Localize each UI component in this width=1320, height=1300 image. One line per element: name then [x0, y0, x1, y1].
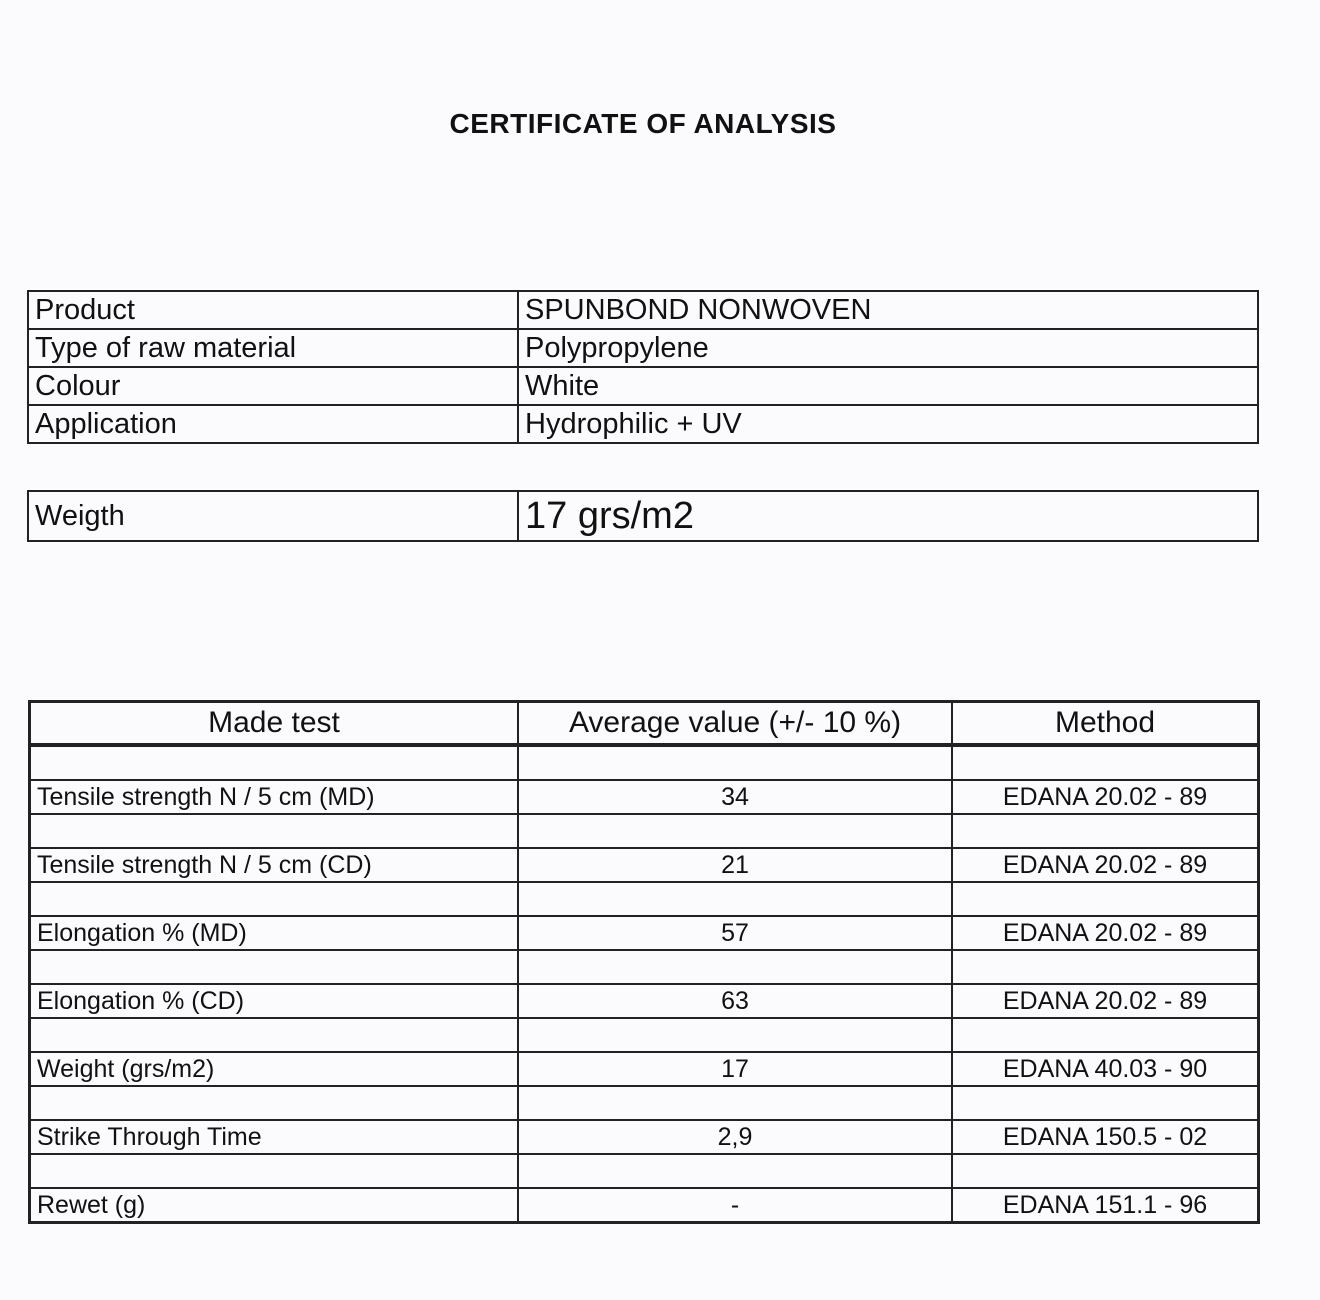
product-info-table: [27, 290, 1259, 444]
info-value: White: [518, 367, 1258, 405]
test-value: -: [518, 1188, 952, 1223]
spacer-cell: [30, 882, 519, 916]
weight-table: [27, 490, 1259, 542]
spacer-row: [30, 1086, 1259, 1120]
spacer-cell: [518, 882, 952, 916]
document-title: CERTIFICATE OF ANALYSIS: [449, 108, 837, 139]
weight-label: Weigth: [28, 491, 518, 541]
spacer-row: [30, 882, 1259, 916]
spacer-cell: [30, 950, 519, 984]
test-value: 2,9: [518, 1120, 952, 1154]
weight-row: [28, 491, 1258, 541]
test-value: 21: [518, 848, 952, 882]
spacer-row: [30, 814, 1259, 848]
info-value: Hydrophilic + UV: [518, 405, 1258, 443]
spacer-cell: [952, 950, 1259, 984]
test-header-row: [30, 702, 1259, 746]
header-made-test: Made test: [30, 702, 519, 746]
test-name: Rewet (g): [30, 1188, 519, 1223]
spacer-cell: [952, 1154, 1259, 1188]
spacer-row: [30, 1018, 1259, 1052]
spacer-cell: [952, 745, 1259, 780]
spacer-cell: [518, 745, 952, 780]
test-value: 17: [518, 1052, 952, 1086]
test-value: 34: [518, 780, 952, 814]
test-name: Tensile strength N / 5 cm (MD): [30, 780, 519, 814]
test-method: EDANA 150.5 - 02: [952, 1120, 1259, 1154]
spacer-row: [30, 950, 1259, 984]
info-label: Colour: [28, 367, 518, 405]
spacer-cell: [518, 1086, 952, 1120]
test-method: EDANA 151.1 - 96: [952, 1188, 1259, 1223]
info-label: Type of raw material: [28, 329, 518, 367]
test-name: Elongation % (MD): [30, 916, 519, 950]
test-method: EDANA 20.02 - 89: [952, 984, 1259, 1018]
info-row-colour: [28, 367, 1258, 405]
test-name: Weight (grs/m2): [30, 1052, 519, 1086]
table-row: [30, 1188, 1259, 1223]
info-row-application: [28, 405, 1258, 443]
test-name: Tensile strength N / 5 cm (CD): [30, 848, 519, 882]
info-label: Product: [28, 291, 518, 329]
header-method: Method: [952, 702, 1259, 746]
table-row: [30, 1052, 1259, 1086]
spacer-cell: [518, 1018, 952, 1052]
header-average-value: Average value (+/- 10 %): [518, 702, 952, 746]
spacer-cell: [30, 1154, 519, 1188]
spacer-cell: [952, 882, 1259, 916]
table-row: [30, 848, 1259, 882]
test-value: 63: [518, 984, 952, 1018]
info-row-product: [28, 291, 1258, 329]
spacer-row: [30, 745, 1259, 780]
spacer-cell: [518, 950, 952, 984]
test-method: EDANA 20.02 - 89: [952, 916, 1259, 950]
spacer-cell: [518, 1154, 952, 1188]
table-row: [30, 780, 1259, 814]
info-value: SPUNBOND NONWOVEN: [518, 291, 1258, 329]
weight-value: 17 grs/m2: [518, 491, 1258, 541]
spacer-cell: [518, 814, 952, 848]
info-label: Application: [28, 405, 518, 443]
spacer-cell: [30, 745, 519, 780]
table-row: [30, 984, 1259, 1018]
test-value: 57: [518, 916, 952, 950]
info-value: Polypropylene: [518, 329, 1258, 367]
test-name: Elongation % (CD): [30, 984, 519, 1018]
spacer-row: [30, 1154, 1259, 1188]
test-method: EDANA 20.02 - 89: [952, 848, 1259, 882]
spacer-cell: [952, 1018, 1259, 1052]
spacer-cell: [30, 814, 519, 848]
test-results-table: [28, 700, 1260, 1224]
test-method: EDANA 20.02 - 89: [952, 780, 1259, 814]
test-method: EDANA 40.03 - 90: [952, 1052, 1259, 1086]
spacer-cell: [952, 814, 1259, 848]
spacer-cell: [30, 1018, 519, 1052]
table-row: [30, 1120, 1259, 1154]
info-row-raw-material: [28, 329, 1258, 367]
table-row: [30, 916, 1259, 950]
spacer-cell: [952, 1086, 1259, 1120]
spacer-cell: [30, 1086, 519, 1120]
test-name: Strike Through Time: [30, 1120, 519, 1154]
